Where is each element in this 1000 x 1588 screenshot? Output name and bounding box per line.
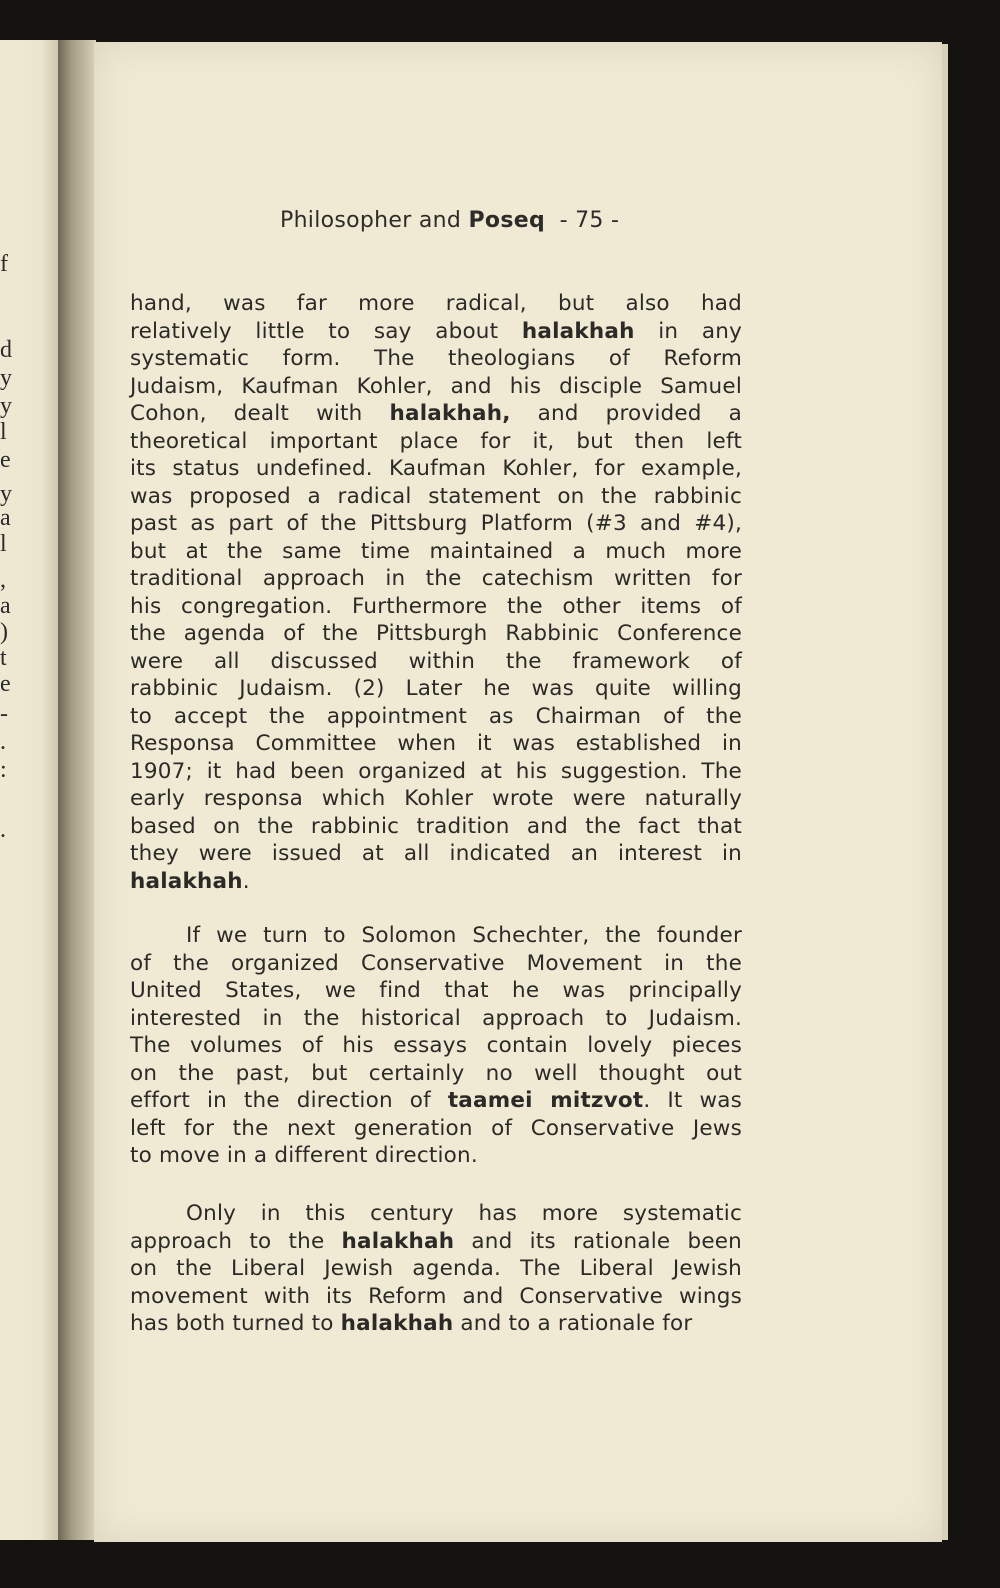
text-line [130,538,742,566]
text-line [130,565,742,593]
text-line [130,813,742,841]
text-line [130,1005,742,1033]
text-line [130,345,742,373]
text-segment: systematic form. The theologians of Reform [130,346,742,371]
text-segment: relatively little to say about [130,318,522,344]
text-segment: was proposed a radical statement on the rabbinic [130,483,742,509]
text-segment: If we turn to Solomon Schechter, the founder [186,923,742,948]
text-segment: rabbinic Judaism. (2) Later he was quite willing [130,676,742,701]
text-line [130,922,742,950]
text-segment: Responsa Committee when it was established in [130,731,742,756]
text-segment: interested in the historical approach to Judaism. [130,1005,742,1031]
text-segment: past as part of the Pittsburg Platform (#3 and #4), [130,511,742,536]
bold-term: halakhah [341,1228,455,1254]
text-line [130,1087,742,1115]
text-line [130,1310,742,1338]
left-page-glyph: : [0,757,7,783]
text-segment: has both turned to [130,1311,341,1336]
bold-term: taamei mitzvot [447,1088,644,1113]
left-page-glyph: y [0,393,12,419]
text-segment: the agenda of the Pittsburgh Rabbinic Conference [130,621,742,646]
text-segment: Cohon, dealt with [130,401,390,426]
text-line [130,1142,742,1170]
left-page-glyph: t [0,645,7,671]
text-line [130,593,742,621]
page-edge [942,44,948,1540]
text-segment: hand, was far more radical, but also had [130,291,742,316]
text-segment: theoretical important place for it, but then left [130,428,742,454]
text-segment: . [242,868,250,894]
left-page-glyph: l [0,531,7,557]
paragraph-2 [130,922,742,1170]
text-line [130,510,742,538]
text-segment: The volumes of his essays contain lovely pieces [130,1033,742,1058]
left-page-glyph: e [0,671,11,697]
text-segment: and to a rationale for [453,1311,693,1336]
text-segment: approach to the [130,1228,342,1254]
text-segment: effort in the direction of [130,1088,448,1113]
left-page-glyph: a [0,505,11,531]
text-line [130,785,742,813]
text-segment: traditional approach in the catechism written for [130,566,742,591]
text-segment: movement with its Reform and Conservative wings [130,1283,742,1309]
bold-term: halakhah [340,1311,454,1336]
text-segment: its status undefined. Kaufman Kohler, for example, [130,456,742,481]
text-line [130,648,742,676]
text-segment: . It was [643,1088,743,1113]
text-segment: of the organized Conservative Movement in the [130,950,742,976]
left-page-glyph: a [0,593,11,619]
text-line [130,620,742,648]
text-segment: based on the rabbinic tradition and the fact that [130,813,742,839]
text-line [130,1228,742,1256]
text-line [130,400,742,428]
left-page-glyph: - [0,701,8,727]
text-line [130,730,742,758]
left-page-glyph: . [0,729,6,755]
book-gutter [58,40,96,1540]
text-line [130,290,742,318]
left-page-glyph: f [0,251,8,277]
text-line [130,318,742,346]
text-segment: United States, we find that he was principally [130,978,742,1003]
text-line [130,758,742,786]
text-segment: on the Liberal Jewish agenda. The Liberal Jewish [130,1256,742,1281]
bold-term: halakhah [130,868,243,894]
text-segment: 1907; it had been organized at his suggestion. The [130,758,742,784]
text-segment: on the past, but certainly no well thought out [130,1060,742,1086]
running-head-title: Philosopher and [280,208,469,233]
text-segment: early responsa which Kohler wrote were naturally [130,786,742,811]
text-segment: Judaism, Kaufman Kohler, and his disciple Samuel [130,373,742,399]
paragraph-3 [130,1200,742,1338]
running-head-title-bold: Poseq [468,208,545,233]
text-line [130,1200,742,1228]
text-line [130,1032,742,1060]
text-line [130,1060,742,1088]
left-page-glyph: ) [0,619,8,645]
text-line [130,977,742,1005]
text-segment: to move in a different direction. [130,1143,478,1168]
left-page-glyph: d [0,337,12,363]
bold-term: halakhah, [389,401,511,426]
running-head [280,208,619,233]
page-number: - 75 - [559,208,620,233]
text-segment: but at the same time maintained a much more [130,538,742,564]
text-segment: and provided a [510,401,742,426]
text-segment: and its rationale been [454,1228,742,1254]
text-line [130,868,742,896]
text-segment: left for the next generation of Conservative Jews [130,1115,742,1141]
text-line [130,703,742,731]
text-line [130,373,742,401]
text-line [130,1115,742,1143]
left-page-glyph: . [0,817,6,843]
text-line [130,675,742,703]
text-line [130,840,742,868]
text-line [130,1283,742,1311]
text-segment: they were issued at all indicated an interest in [130,841,742,866]
left-page-glyph: l [0,419,7,445]
text-segment: Only in this century has more systematic [186,1201,742,1226]
paragraph-1 [130,290,742,895]
text-line [130,428,742,456]
text-segment: in any [634,318,742,344]
bold-term: halakhah [521,318,635,344]
left-page-glyph: y [0,365,12,391]
text-line [130,483,742,511]
left-page-glyph: e [0,447,11,473]
text-line [130,950,742,978]
text-segment: to accept the appointment as Chairman of the [130,703,742,729]
text-segment: were all discussed within the framework of [130,648,742,674]
text-line [130,1255,742,1283]
left-page-glyph: y [0,481,12,507]
text-segment: his congregation. Furthermore the other items of [130,593,742,619]
left-page-glyph: , [0,567,6,593]
text-line [130,455,742,483]
